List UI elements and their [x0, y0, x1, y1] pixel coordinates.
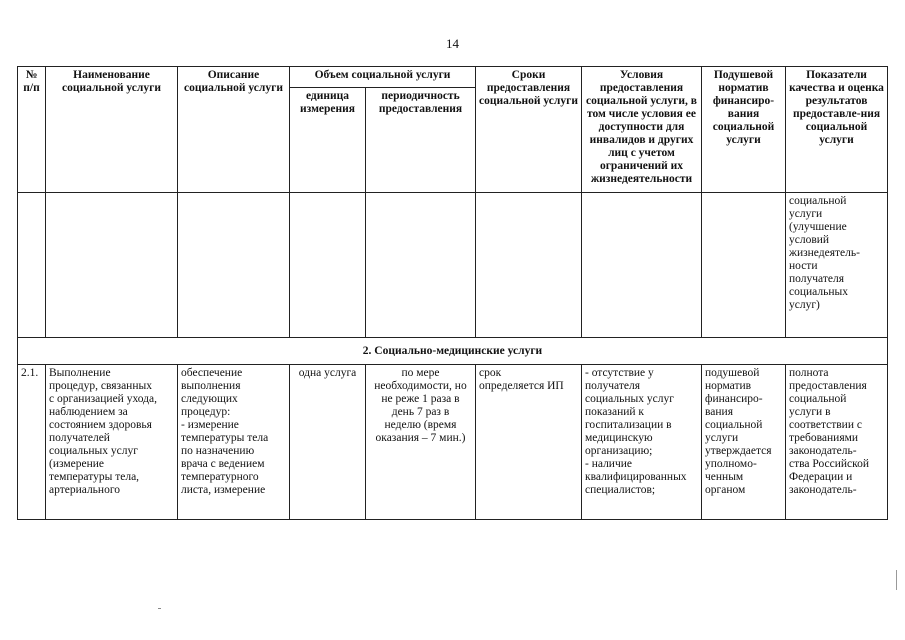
header-name: Наименование социальной услуги — [46, 67, 178, 193]
row-norm: подушевой норматив финансиро- вания социальной услуги утверждается уполномо- ченным органом — [702, 365, 786, 520]
header-conditions: Условия предоставления социальной услуги, в том числе условия ее доступности для инвалидов и других лиц с учетом ограничений их жизнедеятельности — [582, 67, 702, 193]
scan-mark — [896, 570, 897, 590]
row-description: обеспечение выполнения следующих процедур: - измерение температуры тела по назначению врача с ведением температурного листа, измерение — [178, 365, 290, 520]
table-row — [18, 365, 888, 520]
services-table — [17, 66, 888, 520]
section-row — [18, 338, 888, 365]
header-norm: Подушевой норматив финансиро-вания социальной услуги — [702, 67, 786, 193]
row-periodicity: по мере необходимости, но не реже 1 раза в день 7 раз в неделю (время оказания – 7 мин.) — [366, 365, 476, 520]
header-row — [18, 67, 888, 88]
header-num: № п/п — [18, 67, 46, 193]
row-unit: одна услуга — [290, 365, 366, 520]
row-conditions: - отсутствие у получателя социальных услуг показаний к госпитализации в медицинскую организацию; - наличие квалифицированных специалистов; — [582, 365, 702, 520]
header-volume: Объем социальной услуги — [290, 67, 476, 88]
section-title: 2. Социально-медицинские услуги — [18, 338, 888, 365]
header-description: Описание социальной услуги — [178, 67, 290, 193]
scan-dot — [158, 608, 161, 609]
header-periodicity: периодичность предоставления — [366, 88, 476, 193]
continuation-row — [18, 193, 888, 338]
header-indicators: Показатели качества и оценка результатов предоставле-ния социальной услуги — [786, 67, 888, 193]
continuation-cell: социальной услуги (улучшение условий жизнедеятель- ности получателя социальных услуг) — [786, 193, 888, 338]
row-terms: срок определяется ИП — [476, 365, 582, 520]
page-number: 14 — [446, 36, 459, 51]
row-num: 2.1. — [18, 365, 46, 520]
row-name: Выполнение процедур, связанных с организацией ухода, наблюдением за состоянием здоровья получателей социальных услуг (измерение температуры тела, артериального — [46, 365, 178, 520]
header-terms: Сроки предоставления социальной услуги — [476, 67, 582, 193]
header-unit: единица измерения — [290, 88, 366, 193]
row-indicators: полнота предоставления социальной услуги в соответствии с требованиями законодатель- ства Российской Федерации и законодатель- — [786, 365, 888, 520]
